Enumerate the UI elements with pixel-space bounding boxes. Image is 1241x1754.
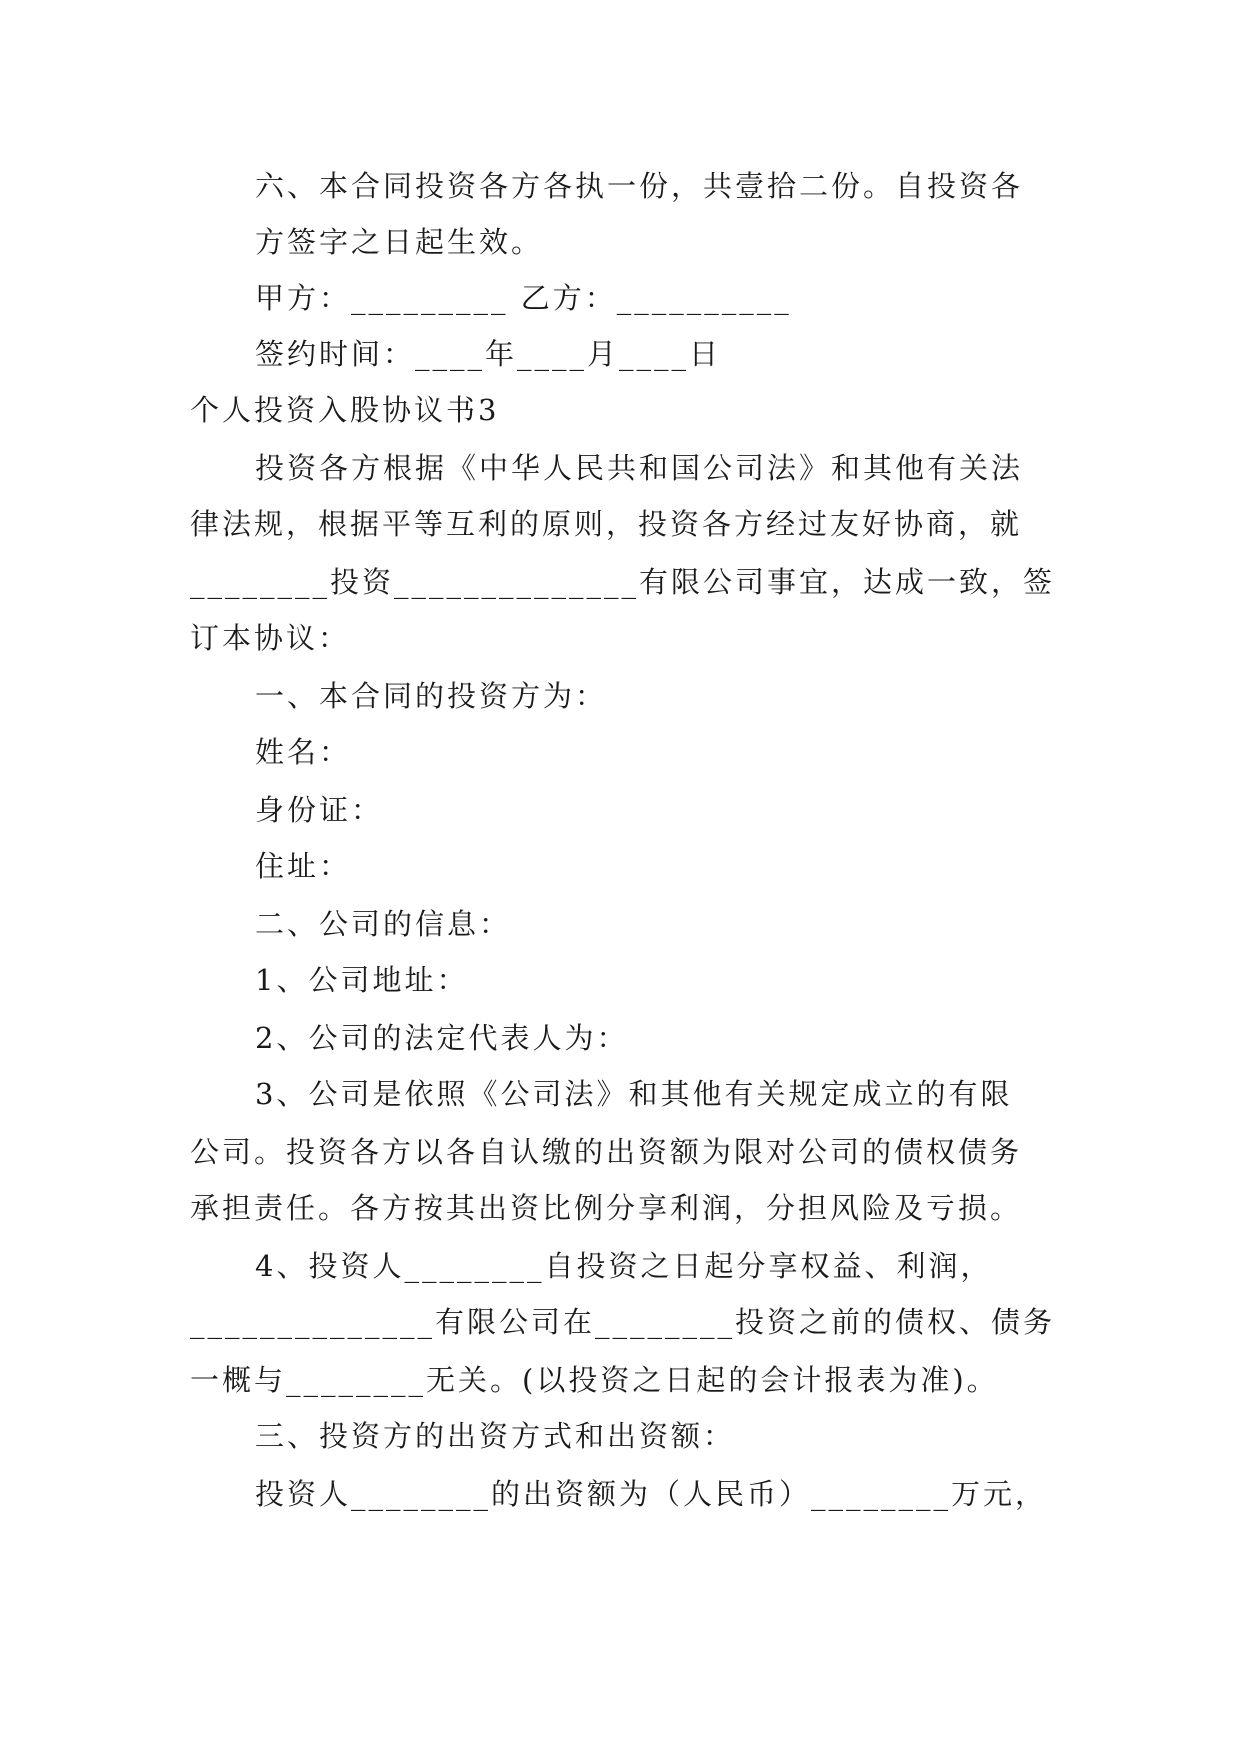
preamble-line-4: 订本协议：: [190, 621, 351, 655]
company-address-item: 1、公司地址：: [255, 963, 469, 997]
signing-date-line: 签约时间：____年____月____日: [255, 337, 722, 371]
item-4-line-3: 一概与________无关。(以投资之日起的会计报表为准)。: [190, 1363, 999, 1397]
address-field-label: 住址：: [255, 849, 352, 883]
name-field-label: 姓名：: [255, 735, 352, 769]
clause-6-line-2: 方签字之日起生效。: [255, 225, 544, 259]
preamble-line-3: ________投资______________有限公司事宜，达成一致，签: [190, 565, 1056, 599]
item-3-line-2: 公司。投资各方以各自认缴的出资额为限对公司的债权债务: [190, 1135, 1023, 1169]
id-card-field-label: 身份证：: [255, 793, 384, 827]
item-3-line-1: 3、公司是依照《公司法》和其他有关规定成立的有限: [255, 1077, 1013, 1111]
article-1-heading: 一、本合同的投资方为：: [255, 679, 608, 713]
article-3-heading: 三、投资方的出资方式和出资额：: [255, 1419, 736, 1453]
section-title: 个人投资入股协议书3: [190, 393, 500, 427]
signature-parties-line: 甲方：_________ 乙方：__________: [255, 281, 792, 315]
item-3-line-3: 承担责任。各方按其出资比例分享利润，分担风险及亏损。: [190, 1191, 1023, 1225]
item-4-line-1: 4、投资人________自投资之日起分享权益、利润，: [255, 1249, 993, 1283]
clause-6-line-1: 六、本合同投资各方各执一份，共壹拾二份。自投资各: [255, 169, 1024, 203]
item-4-line-2: ______________有限公司在________投资之前的债权、债务: [190, 1305, 1056, 1339]
preamble-line-2: 律法规，根据平等互利的原则，投资各方经过友好协商，就: [190, 507, 1023, 541]
article-2-heading: 二、公司的信息：: [255, 907, 512, 941]
investment-amount-line: 投资人________的出资额为（人民币）________万元，: [255, 1477, 1048, 1511]
preamble-line-1: 投资各方根据《中华人民共和国公司法》和其他有关法: [255, 451, 1024, 485]
legal-representative-item: 2、公司的法定代表人为：: [255, 1021, 629, 1055]
